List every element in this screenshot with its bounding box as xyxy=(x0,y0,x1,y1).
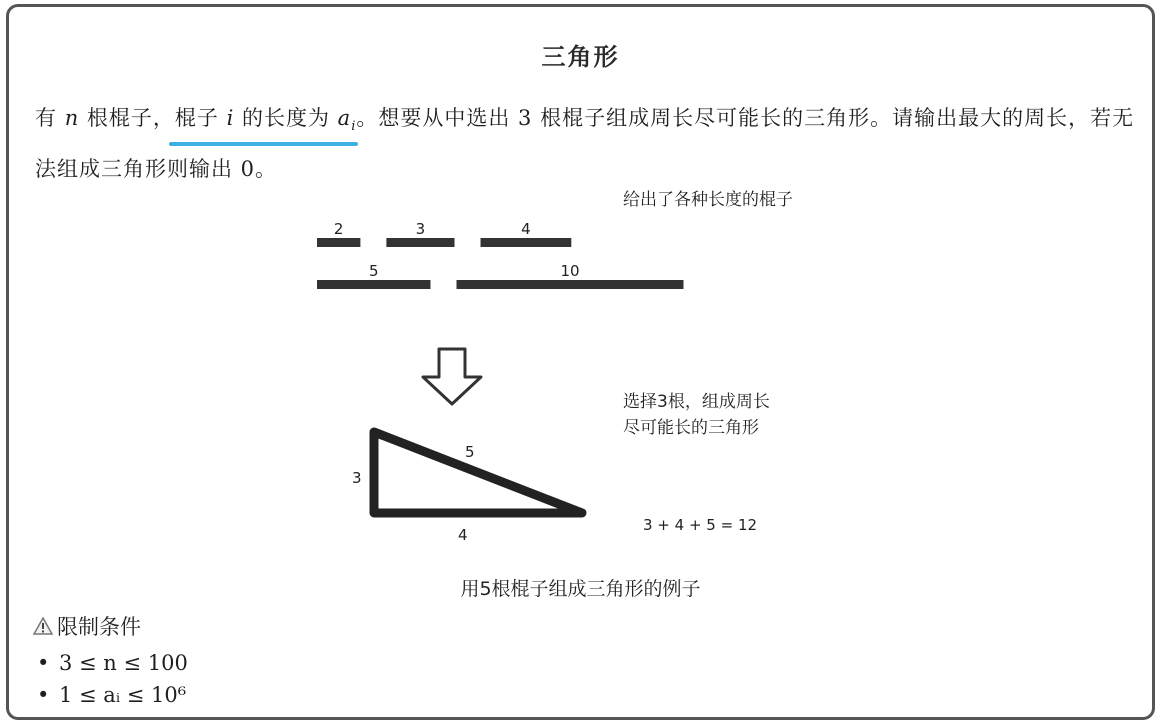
stick-bar xyxy=(481,238,572,247)
stick-length-label: 5 xyxy=(368,262,379,280)
stick-bar xyxy=(386,238,454,247)
warning-icon xyxy=(33,616,53,636)
perimeter-sum: 3 + 4 + 5 = 12 xyxy=(643,516,758,534)
sticks-note: 给出了各种长度的棍子 xyxy=(623,190,793,210)
stick-bar xyxy=(317,280,431,289)
stick-length-label: 3 xyxy=(415,220,426,238)
sticks-group xyxy=(317,220,684,289)
stick-length-label: 10 xyxy=(560,262,580,280)
limits-heading-text: 限制条件 xyxy=(57,615,141,639)
statement-text: 有 xyxy=(35,106,65,130)
highlight-text: 的长度为 xyxy=(234,106,338,130)
sticks-diagram xyxy=(9,7,1152,717)
triangle-shape xyxy=(374,432,582,513)
stick-bar xyxy=(457,280,684,289)
triangle-side-left-label: 3 xyxy=(352,469,362,487)
choose-note-line-2: 尽可能长的三角形 xyxy=(623,418,759,438)
limit-item xyxy=(37,679,188,711)
limits-list xyxy=(37,647,188,711)
stick-length-label: 4 xyxy=(521,220,531,238)
figure-caption: 用5根棍子组成三角形的例子 xyxy=(460,578,701,600)
choose-note xyxy=(623,389,770,441)
highlight-text: 棍子 xyxy=(174,106,227,130)
limits-heading xyxy=(33,611,141,641)
var-i: i xyxy=(226,106,235,130)
triangle-hypotenuse-label: 5 xyxy=(465,443,475,461)
problem-card xyxy=(6,4,1155,720)
limit-text: 3 ≤ n ≤ 100 xyxy=(59,651,188,675)
limit-item xyxy=(37,647,188,679)
var-a-subscript: i xyxy=(351,119,357,135)
statement-text: 根棍子， xyxy=(79,106,175,130)
stick-bar xyxy=(317,238,360,247)
statement-text: 。想要从中选出 3 根棍子组成周长尽可能长的三角形。请输出最大的周长，若无法组成三角形则输出 0。 xyxy=(35,106,1135,182)
choose-note-line-1: 选择3根，组成周长 xyxy=(623,392,770,412)
triangle-bottom-label: 4 xyxy=(458,526,468,544)
var-n: n xyxy=(64,106,80,130)
down-arrow-icon xyxy=(423,349,481,404)
page-title: 三角形 xyxy=(541,43,620,71)
stick-length-label: 2 xyxy=(333,220,344,238)
limit-text: 1 ≤ aᵢ ≤ 10⁶ xyxy=(59,683,187,707)
var-a: a xyxy=(337,106,352,130)
